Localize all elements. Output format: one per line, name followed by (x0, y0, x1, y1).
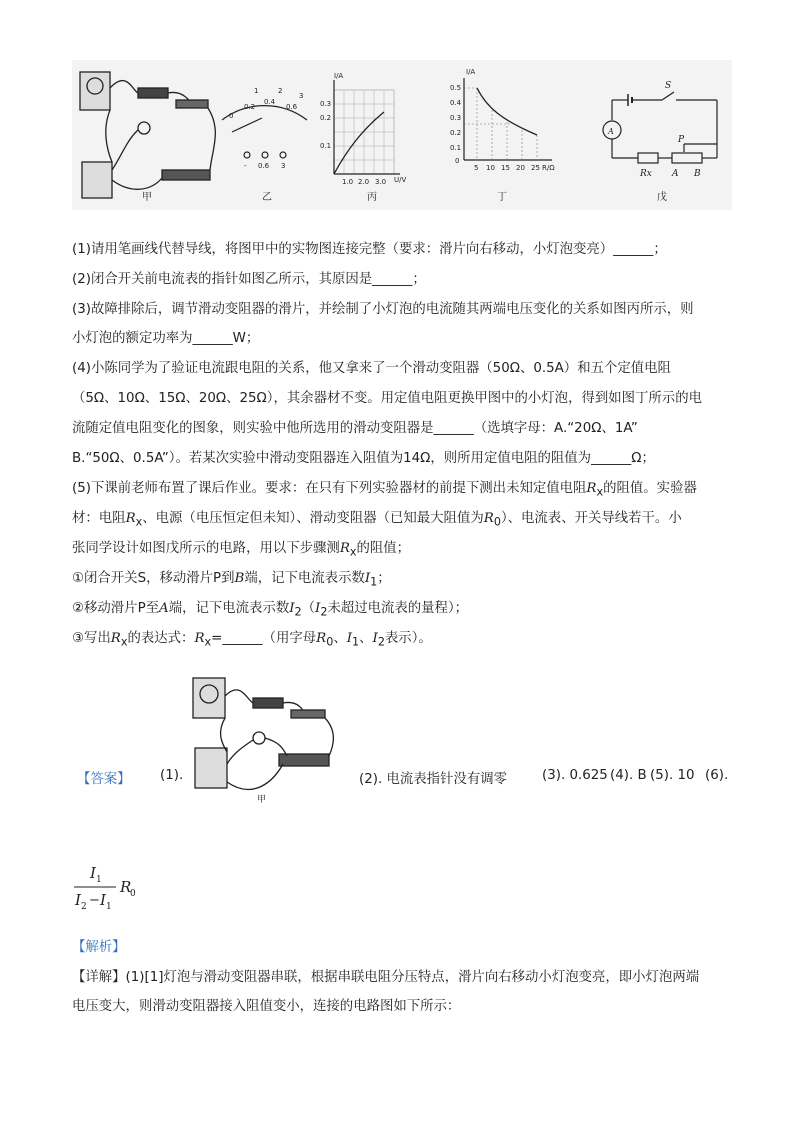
analysis-detail-line-2: 电压变大，则滑动变阻器接入阻值变小，连接的电路图如下所示： (72, 999, 461, 1014)
bing-ytick-2: 0.3 (320, 100, 332, 108)
bing-xtick-1: 2.0 (358, 178, 370, 186)
answer-1: (1). (160, 768, 184, 783)
q5-line1-text-b: 的阻值。实验器 (603, 481, 697, 496)
figure-background (72, 60, 732, 210)
rx-symbol: R (110, 631, 121, 646)
ding-xtick-2: 15 (501, 164, 510, 172)
q5-line2-text-a: 材：电阻 (72, 511, 126, 526)
wu-label-p: P (678, 135, 685, 145)
yi-scale-5: 2 (278, 87, 283, 95)
formula-r: R (120, 878, 132, 896)
r0-subscript: 0 (326, 635, 334, 649)
question-3-line-2: 小灯泡的额定功率为______W； (72, 331, 260, 346)
bulb-device (253, 732, 265, 744)
figure-label-jia: 甲 (142, 192, 152, 203)
step2-text-a: ②移动滑片P至 (72, 601, 160, 616)
separator: 、 (333, 631, 347, 646)
wu-label-a: A (672, 169, 679, 179)
step-2 (72, 596, 736, 626)
ammeter-device (195, 748, 227, 788)
rx-subscript: x (204, 635, 212, 649)
question-4-line-1: (4)小陈同学为了验证电流跟电阻的关系，他又拿来了一个滑动变阻器（50Ω、0.5A）和五个定值电阻 (72, 361, 671, 376)
rx-symbol: R (194, 631, 205, 646)
step3-text-c: =______（用字母 (211, 631, 317, 646)
ding-xlabel: R/Ω (542, 164, 555, 172)
figure-label-wu: 戊 (657, 192, 667, 203)
ding-ytick-4: 0.1 (450, 144, 462, 152)
ding-ylabel: I/A (466, 68, 476, 76)
analysis-label: 【解析】 (72, 940, 126, 955)
b-symbol: B (234, 571, 245, 586)
open-paren: （ (301, 601, 316, 616)
yi-scale-0: 0 (229, 112, 234, 120)
answer-2: (2). 电流表指针没有调零 (359, 772, 507, 787)
wu-label-ammeter: A (608, 127, 614, 136)
r0-symbol: R (316, 631, 327, 646)
bing-xlabel: U/V (394, 176, 407, 184)
question-3-line-1: (3)故障排除后，调节滑动变阻器的滑片，并绘制了小灯泡的电流随其两端电压变化的关系如图丙所示，则 (72, 302, 694, 317)
question-5-line-2 (72, 506, 736, 536)
question-4-line-2: （5Ω、10Ω、15Ω、20Ω、25Ω），其余器材不变。用定值电阻更换甲图中的小灯泡，得到如图丁所示的电 (72, 391, 702, 406)
step3-text-a: ③写出 (72, 631, 111, 646)
ding-xtick-4: 25 (531, 164, 540, 172)
figure-strip-svg (72, 60, 732, 210)
question-1: (1)请用笔画线代替导线，将图甲中的实物图连接完整（要求：滑片向右移动，小灯泡变亮）______； (72, 242, 667, 257)
step1-text-a: ①闭合开关S，移动滑片P到 (72, 571, 235, 586)
yi-terminal-2: 3 (281, 162, 286, 170)
semicolon: ； (377, 571, 391, 586)
ding-xtick-3: 20 (516, 164, 525, 172)
voltmeter-device (193, 678, 225, 718)
ammeter-device (82, 162, 112, 198)
ding-ytick-2: 0.3 (450, 114, 462, 122)
q5-line2-text-b: 、电源（电压恒定但未知）、滑动变阻器（已知最大阻值为 (142, 511, 484, 526)
step2-text-b: 端，记下电流表示数 (168, 601, 290, 616)
rx-symbol: R (586, 481, 597, 496)
wu-label-rx: Rx (640, 169, 652, 179)
step-3 (72, 626, 736, 656)
battery-device (138, 88, 168, 98)
step1-text-b: 端，记下电流表示数 (244, 571, 365, 586)
i2-subscript: 2 (320, 605, 328, 619)
bing-xtick-2: 3.0 (375, 178, 387, 186)
figure-label-yi: 乙 (262, 192, 272, 203)
figure-label-ding: 丁 (497, 192, 507, 203)
formula-den-b-sub: 1 (106, 902, 112, 912)
rx-symbol: R (339, 541, 350, 556)
answer-label: 【答案】 (77, 772, 131, 787)
figure-strip (72, 60, 732, 210)
formula-svg (72, 858, 152, 918)
rx-subscript: x (596, 485, 604, 499)
figure-label-bing: 丙 (367, 192, 377, 203)
rheostat-device (162, 170, 210, 180)
rx-subscript: x (135, 515, 143, 529)
i1-subscript: 1 (352, 635, 360, 649)
separator: 、 (359, 631, 373, 646)
q5-line3-text-b: 的阻值； (356, 541, 411, 556)
step2-text-c: 未超过电流表的量程）； (327, 601, 469, 616)
formula-r-sub: 0 (130, 889, 136, 899)
wu-label-b: B (694, 169, 701, 179)
i-symbol: I (364, 571, 371, 586)
step-1 (72, 566, 736, 596)
r0-symbol: R (483, 511, 494, 526)
r0-subscript: 0 (493, 515, 501, 529)
rx-subscript: x (120, 635, 128, 649)
yi-scale-1: 0.2 (244, 103, 256, 111)
q5-line3-text-a: 张同学设计如图戊所示的电路，用以下步骤测 (72, 541, 340, 556)
answer-circuit-svg (183, 672, 345, 807)
i-symbol: I (315, 601, 321, 616)
formula-den-a: I (75, 891, 81, 909)
formula-den-a-sub: 2 (81, 902, 87, 912)
ding-xtick-1: 10 (486, 164, 495, 172)
question-2: (2)闭合开关前电流表的指针如图乙所示，其原因是______； (72, 272, 426, 287)
yi-scale-6: 3 (299, 92, 304, 100)
formula-num: I (90, 864, 96, 882)
rx-subscript: x (349, 545, 357, 559)
bing-ytick-0: 0.1 (320, 142, 332, 150)
formula-num-sub: 1 (96, 875, 102, 885)
rx-symbol: R (125, 511, 136, 526)
yi-terminal-1: 0.6 (258, 162, 270, 170)
a-symbol: A (159, 601, 169, 616)
yi-scale-2: 0.4 (264, 98, 276, 106)
yi-terminal-0: - (244, 162, 247, 170)
bing-xtick-0: 1.0 (342, 178, 354, 186)
question-4-line-4: B.“50Ω、0.5A”）。若某次实验中滑动变阻器连入阻值为14Ω，则所用定值电阻的阻值为______Ω； (72, 451, 655, 466)
answer-6: (6). (705, 768, 729, 783)
battery-device (253, 698, 283, 708)
question-5-line-1 (72, 476, 736, 506)
analysis-detail-line-1: 【详解】(1)[1]灯泡与滑动变阻器串联，根据串联电阻分压特点，滑片向右移动小灯泡变亮，即小灯泡两端 (72, 970, 700, 985)
ding-ytick-1: 0.4 (450, 99, 462, 107)
q5-line2-text-c: ）、电流表、开关导线若干。小 (500, 511, 682, 526)
ding-ytick-3: 0.2 (450, 129, 462, 137)
i2-subscript: 2 (294, 605, 302, 619)
wu-label-s: S (665, 81, 672, 91)
yi-scale-3: 0.6 (286, 103, 298, 111)
answer-3: (3). 0.625 (542, 768, 608, 783)
i-symbol: I (372, 631, 378, 646)
step3-text-b: 的表达式： (127, 631, 195, 646)
q5-line1-text-a: (5)下课前老师布置了课后作业。要求：在只有下列实验器材的前提下测出未知定值电阻 (72, 481, 587, 496)
answer-circuit-figure (183, 672, 345, 807)
i-symbol: I (289, 601, 295, 616)
step3-text-d: 表示）。 (384, 631, 432, 646)
question-4-line-3: 流随定值电阻变化的图象，则实验中他所选用的滑动变阻器是______（选填字母：A.“20Ω、1A” (72, 421, 638, 436)
answer-formula (72, 858, 152, 918)
answer-5: (5). 10 (650, 768, 695, 783)
formula-den-b: I (100, 891, 106, 909)
ding-xtick-0: 5 (474, 164, 479, 172)
answer-4: (4). B (610, 768, 647, 783)
switch-device (176, 100, 208, 108)
ding-ytick-0: 0.5 (450, 84, 462, 92)
formula-minus: − (89, 893, 100, 908)
answer-figure-label: 甲 (257, 795, 267, 805)
bing-ylabel: I/A (334, 72, 344, 80)
yi-scale-4: 1 (254, 87, 259, 95)
question-5-line-3 (72, 536, 736, 566)
i2-subscript: 2 (377, 635, 385, 649)
switch-device (291, 710, 325, 718)
i-symbol: I (346, 631, 353, 646)
bing-ytick-1: 0.2 (320, 114, 332, 122)
ding-ytick-5: 0 (455, 157, 460, 165)
i1-subscript: 1 (370, 575, 378, 589)
